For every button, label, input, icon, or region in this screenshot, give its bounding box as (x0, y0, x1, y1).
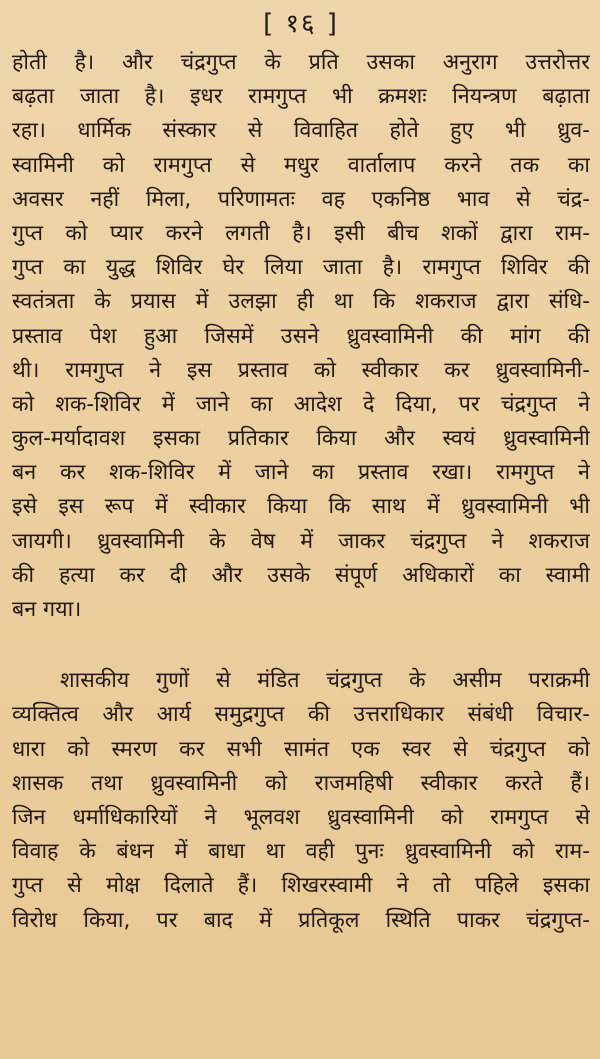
text-line: प्रस्ताव पेश हुआ जिसमें उसने ध्रुवस्वामिनी की मांग की (12, 323, 590, 349)
page-number: [ १६ ] (263, 9, 339, 39)
text-line: स्वतंत्रता के प्रयास में उलझा ही था कि शकराज द्वारा संधि- (12, 289, 590, 315)
text-line: स्वामिनी को रामगुप्त से मधुर वार्तालाप करने तक का (12, 152, 590, 178)
text-line: विरोध किया, पर बाद में प्रतिकूल स्थिति पाकर चंद्रगुप्त- (12, 907, 590, 933)
text-line: इसे इस रूप में स्वीकार किया कि साथ में ध्रुवस्वामिनी भी (12, 494, 590, 520)
text-line: गुप्त का युद्ध शिविर घेर लिया जाता है। रामगुप्त शिविर की (12, 255, 590, 281)
text-line: विवाह के बंधन में बाधा था वही पुनः ध्रुवस्वामिनी को राम- (12, 839, 590, 865)
text-line: थी। रामगुप्त ने इस प्रस्ताव को स्वीकार कर ध्रुवस्वामिनी- (12, 357, 590, 383)
text-line: बन गया। (12, 597, 82, 622)
text-line: धारा को स्मरण कर सभी सामंत एक स्वर से चंद्रगुप्त को (12, 736, 590, 762)
text-line: की हत्या कर दी और उसके संपूर्ण अधिकारों का स्वामी (12, 562, 590, 588)
text-line: व्यक्तित्व और आर्य समुद्रगुप्त की उत्तराधिकार संबंधी विचार- (12, 702, 590, 728)
paragraph-1 (12, 46, 590, 627)
text-line: होती है। और चंद्रगुप्त के प्रति उसका अनुराग उत्तरोत्तर (12, 50, 590, 75)
text-line: गुप्त को प्यार करने लगती है। इसी बीच शकों द्वारा राम- (12, 220, 590, 246)
text-line: रहा। धार्मिक संस्कार से विवाहित होते हुए भी ध्रुव- (12, 118, 590, 144)
text-line: गुप्त से मोक्ष दिलाते हैं। शिखरस्वामी ने तो पहिले इसका (12, 873, 590, 899)
text-line: शासकीय गुणों से मंडित चंद्रगुप्त के असीम पराक्रमी (60, 668, 590, 694)
text-line: बढ़ता जाता है। इधर रामगुप्त भी क्रमशः नियन्त्रण बढ़ाता (12, 84, 590, 110)
text-line: जायगी। ध्रुवस्वामिनी के वेष में जाकर चंद्रगुप्त ने शकराज (12, 528, 590, 554)
text-line: बन कर शक-शिविर में जाने का प्रस्ताव रखा। रामगुप्त ने (12, 460, 590, 486)
text-line: जिन धर्माधिकारियों ने भूलवश ध्रुवस्वामिनी को रामगुप्त से (12, 804, 590, 830)
text-line: कुल-मर्यादावश इसका प्रतिकार किया और स्वयं ध्रुवस्वामिनी (12, 426, 590, 452)
text-line: को शक-शिविर में जाने का आदेश दे दिया, पर चंद्रगुप्त ने (12, 391, 590, 417)
text-line: शासक तथा ध्रुवस्वामिनी को राजमहिषी स्वीकार करते हैं। (12, 770, 590, 796)
text-line: अवसर नहीं मिला, परिणामतः वह एकनिष्ठ भाव से चंद्र- (12, 186, 590, 212)
paragraph-gap (12, 627, 590, 664)
paragraph-2 (12, 664, 590, 938)
